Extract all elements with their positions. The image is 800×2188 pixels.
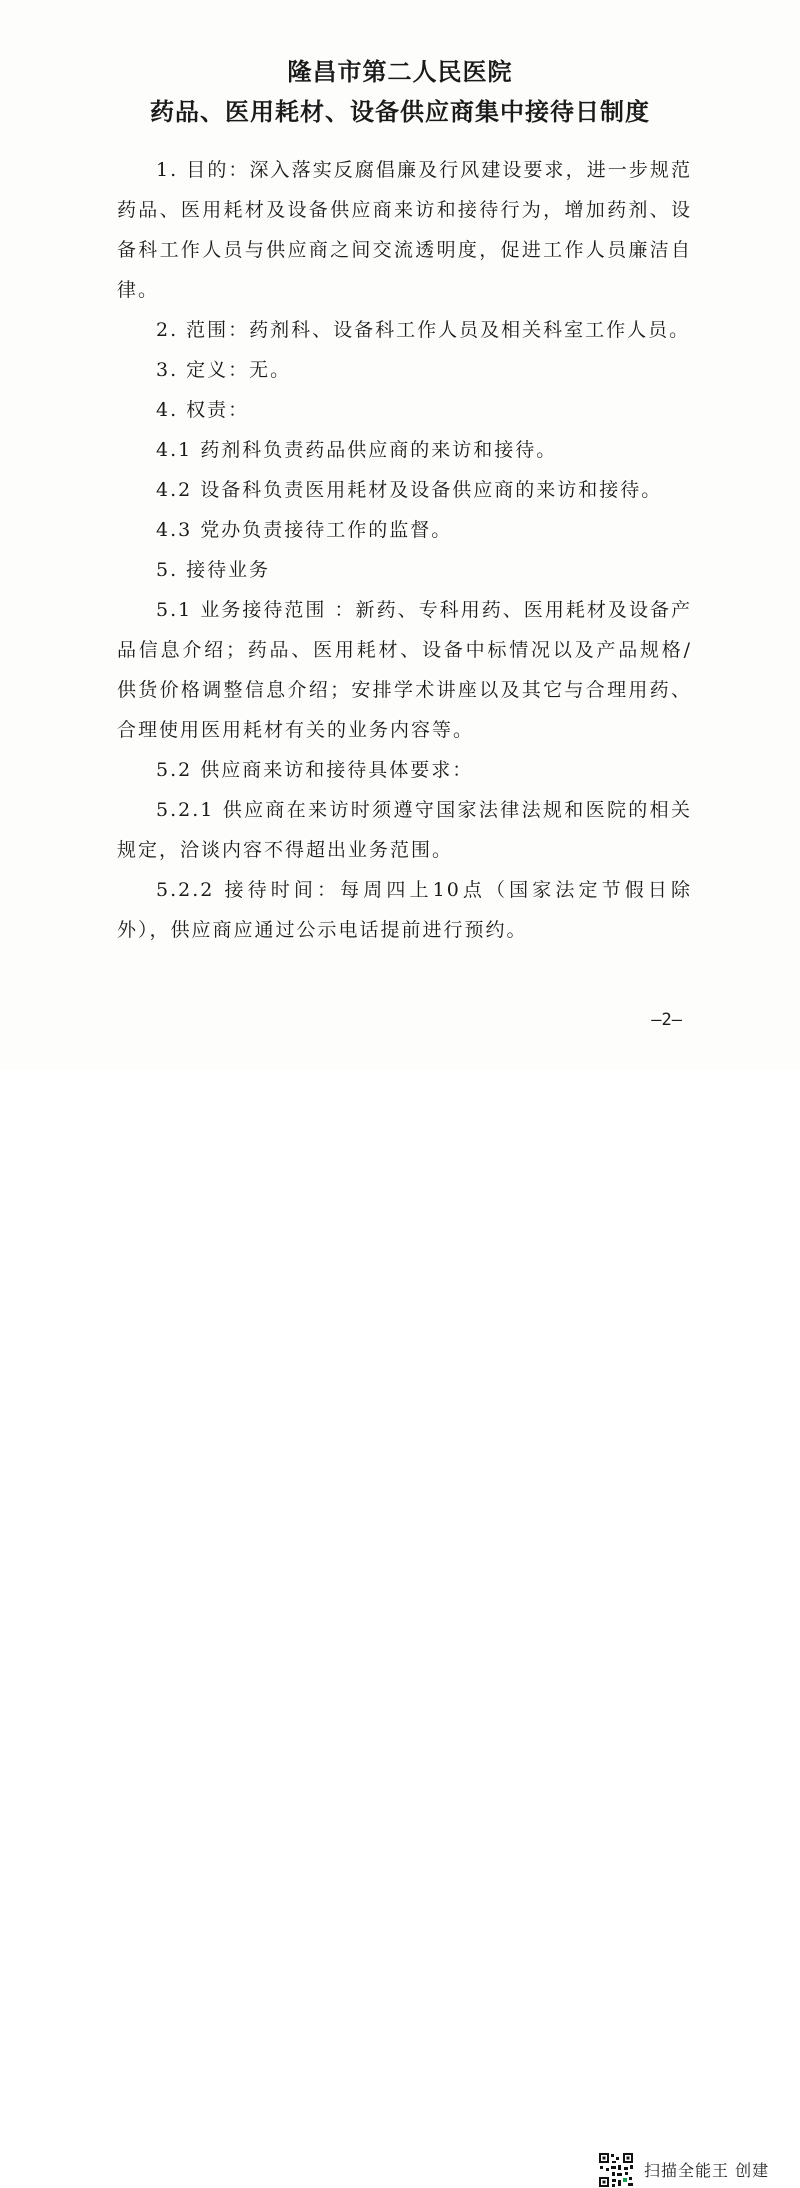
- page-number: —2—: [651, 1010, 682, 1030]
- paragraph-5-2: 5.2 供应商来访和接待具体要求：: [156, 759, 474, 781]
- paragraph-purpose: 1. 目的：深入落实反腐倡廉及行风建设要求，进一步规范药品、医用耗材及设备供应商来访和接待行为，增加药剂、设备科工作人员与供应商之间交流透明度，促进工作人员廉洁自律。: [117, 159, 692, 301]
- scanner-watermark-label: 扫描全能王 创建: [644, 2161, 770, 2180]
- paragraph-scope: 2. 范围：药剂科、设备科工作人员及相关科室工作人员。: [156, 319, 691, 341]
- paragraph-5-1: 5.1 业务接待范围 ：新药、专科用药、医用耗材及设备产品信息介绍；药品、医用耗材、设备中标情况以及产品规格/供货价格调整信息介绍；安排学术讲座以及其它与合理用药、合理使用医用耗材有关的业务内容等。: [117, 599, 692, 741]
- paragraph-responsibility: 4. 权责：: [156, 399, 250, 421]
- paragraph-4-2: 4.2 设备科负责医用耗材及设备供应商的来访和接待。: [156, 479, 663, 501]
- scanner-footer: [0, 1070, 800, 2180]
- paragraph-reception: 5. 接待业务: [156, 559, 271, 581]
- paragraph-5-2-1: 5.2.1 供应商在来访时须遵守国家法律法规和医院的相关规定，洽谈内容不得超出业务范围。: [117, 799, 692, 861]
- document-title-policy: 药品、医用耗材、设备供应商集中接待日制度: [150, 97, 650, 126]
- document-body: [117, 150, 692, 950]
- qr-code-icon: [598, 2152, 634, 2188]
- paragraph-definition: 3. 定义：无。: [156, 359, 292, 381]
- document-title-hospital: 隆昌市第二人民医院: [287, 57, 513, 86]
- paragraph-4-1: 4.1 药剂科负责药品供应商的来访和接待。: [156, 439, 558, 461]
- paragraph-4-3: 4.3 党办负责接待工作的监督。: [156, 519, 453, 541]
- paragraph-5-2-2: 5.2.2 接待时间：每周四上10点（国家法定节假日除外），供应商应通过公示电话提前进行预约。: [117, 879, 692, 941]
